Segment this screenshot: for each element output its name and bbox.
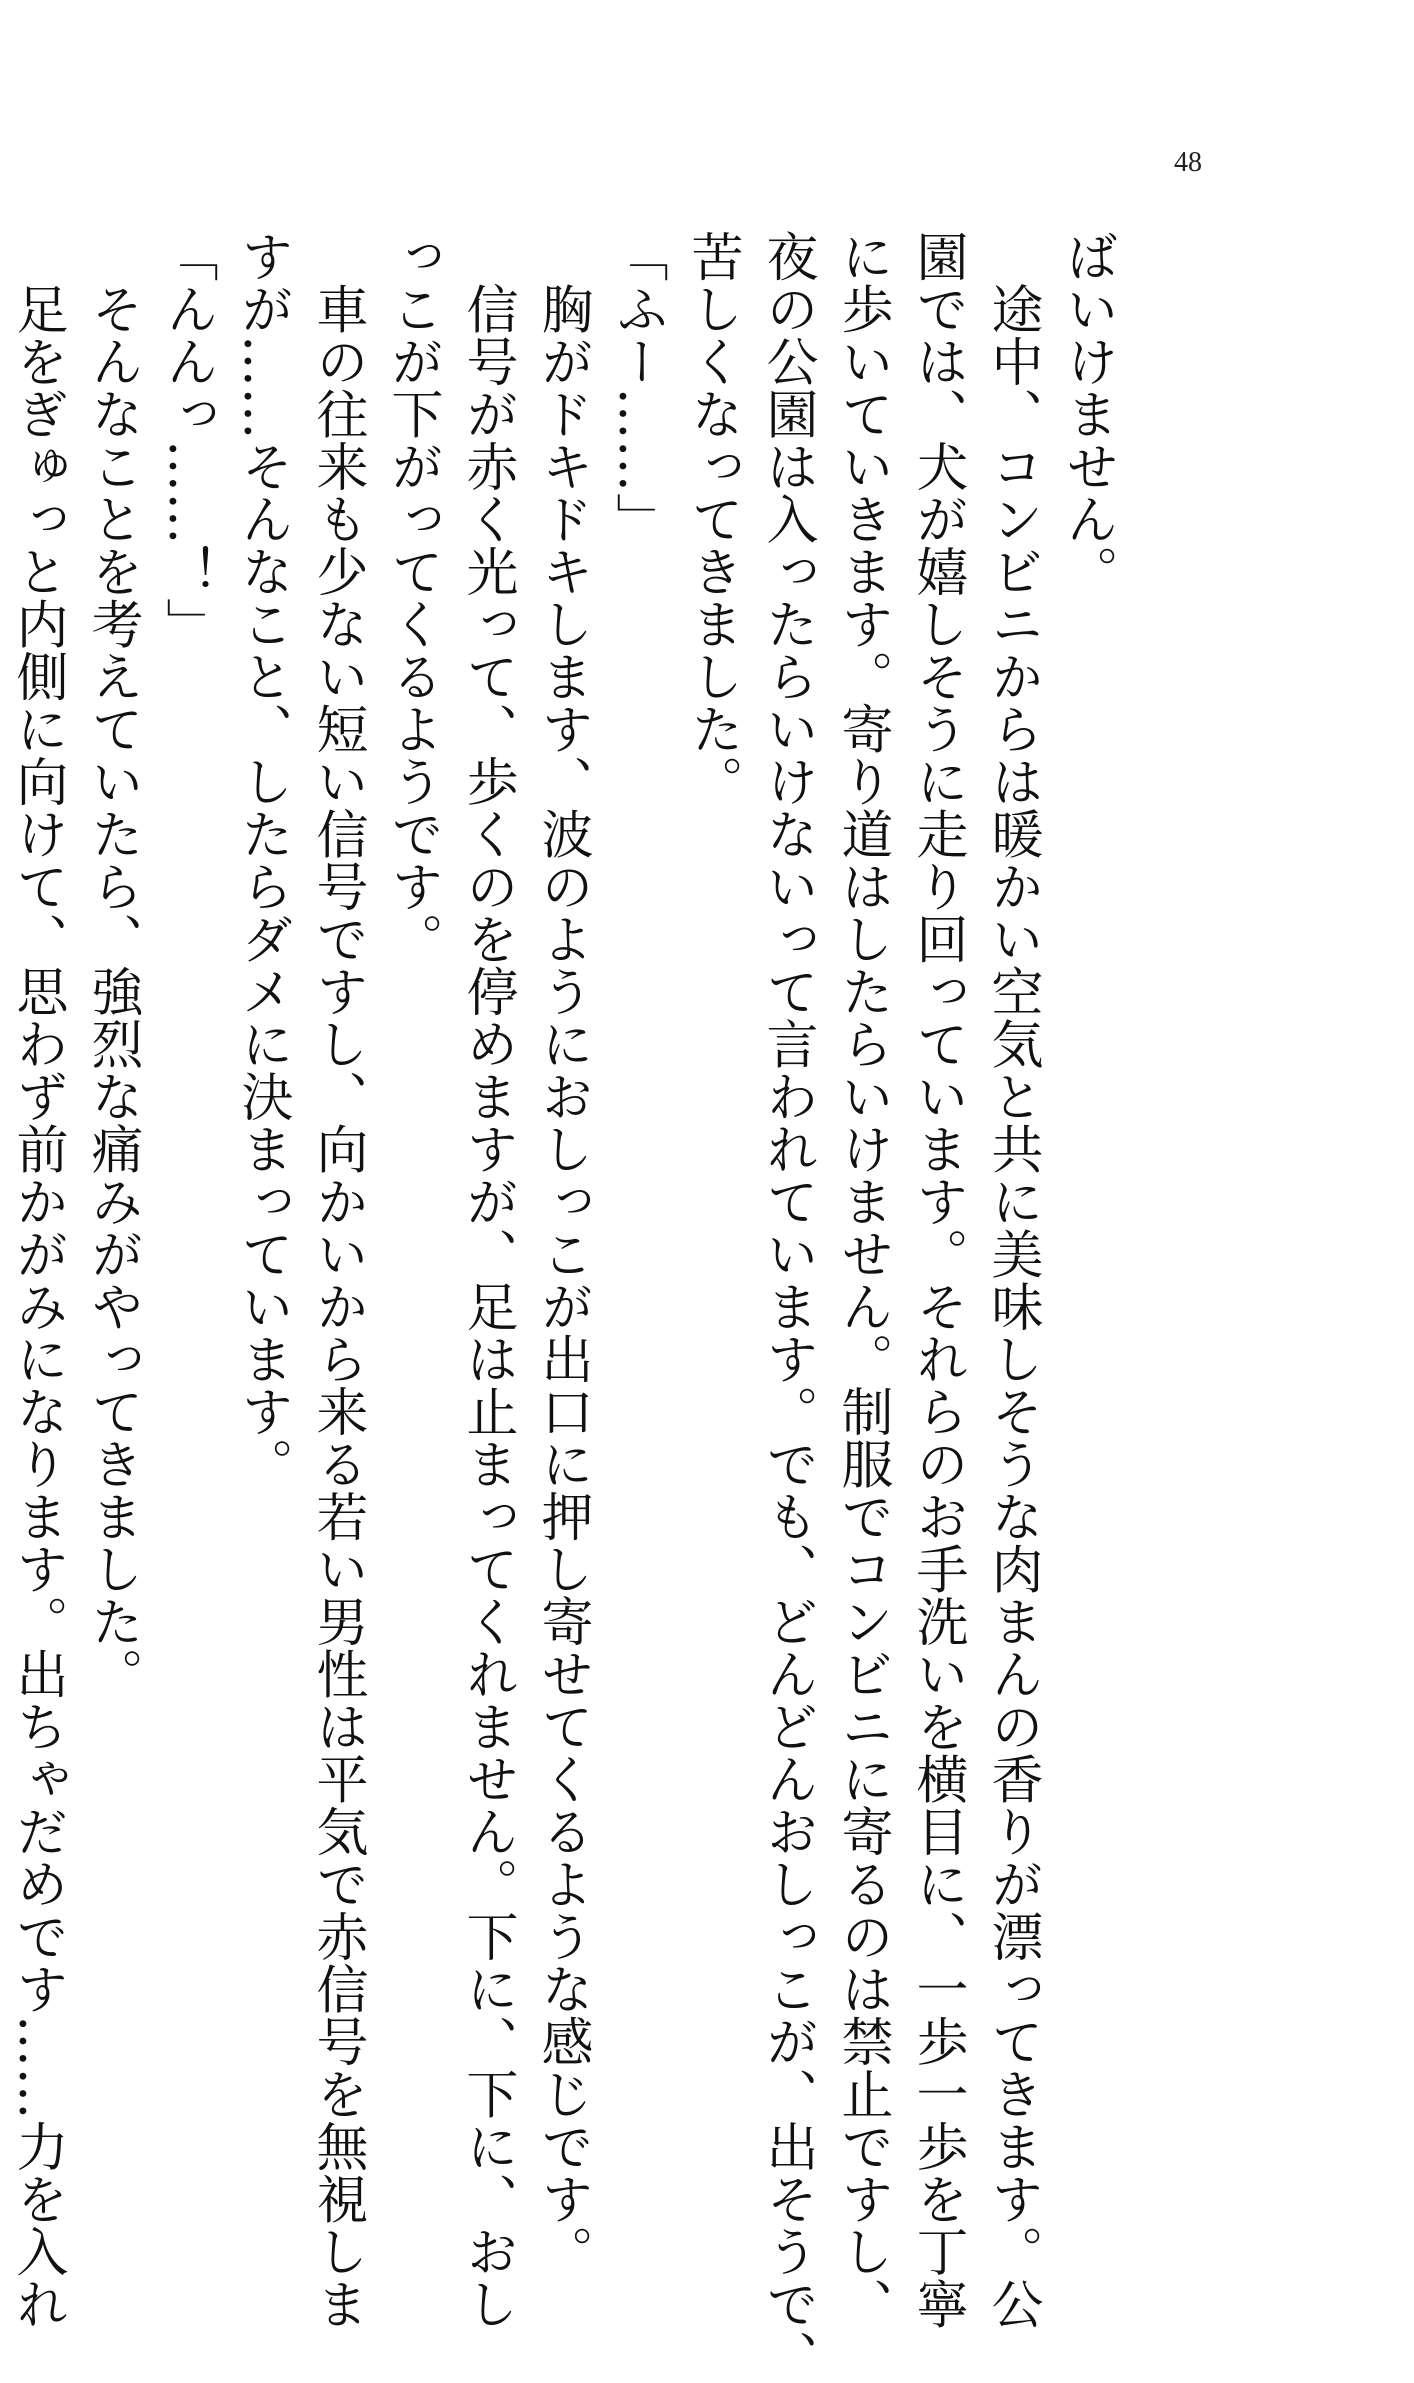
text-line: 園では、犬が嬉しそうに走り回っています。それらのお手洗いを横目に、一歩一歩を丁寧 [907, 230, 967, 2330]
text-line: 苦しくなってきました。 [682, 230, 742, 808]
text-line: 胸がドキドキします、波のようにおしっこが出口に押し寄せてくるような感じです。 [532, 230, 592, 2278]
text-line: 「んんっ……！」 [157, 230, 217, 650]
text-line: 信号が赤く光って、歩くのを停めますが、足は止まってくれません。下に、下に、おし [457, 230, 517, 2330]
body-text [0, 230, 1124, 2383]
text-line: 途中、コンビニからは暖かい空気と共に美味しそうな肉まんの香りが漂ってきます。公 [982, 230, 1042, 2330]
text-line: ばいけません。 [1057, 230, 1117, 598]
text-line: 足をぎゅっと内側に向けて、思わず前かがみになります。出ちゃだめです……力を入れ [7, 230, 67, 2330]
text-line: そんなことを考えていたら、強烈な痛みがやってきました。 [82, 230, 142, 1700]
text-line: 夜の公園は入ったらいけないって言われています。でも、どんどんおしっこが、出そうで、 [757, 230, 817, 2383]
text-line: 車の往来も少ない短い信号ですし、向かいから来る若い男性は平気で赤信号を無視しま [307, 230, 367, 2330]
page-number: 48 [1174, 147, 1202, 178]
text-line: すが……そんなこと、したらダメに決まっています。 [232, 230, 292, 1490]
text-line: っこが下がってくるようです。 [382, 230, 442, 965]
text-line: に歩いていきます。寄り道はしたらいけません。制服でコンビニに寄るのは禁止ですし、 [832, 230, 892, 2330]
text-line: 「ふー……」 [607, 230, 667, 545]
